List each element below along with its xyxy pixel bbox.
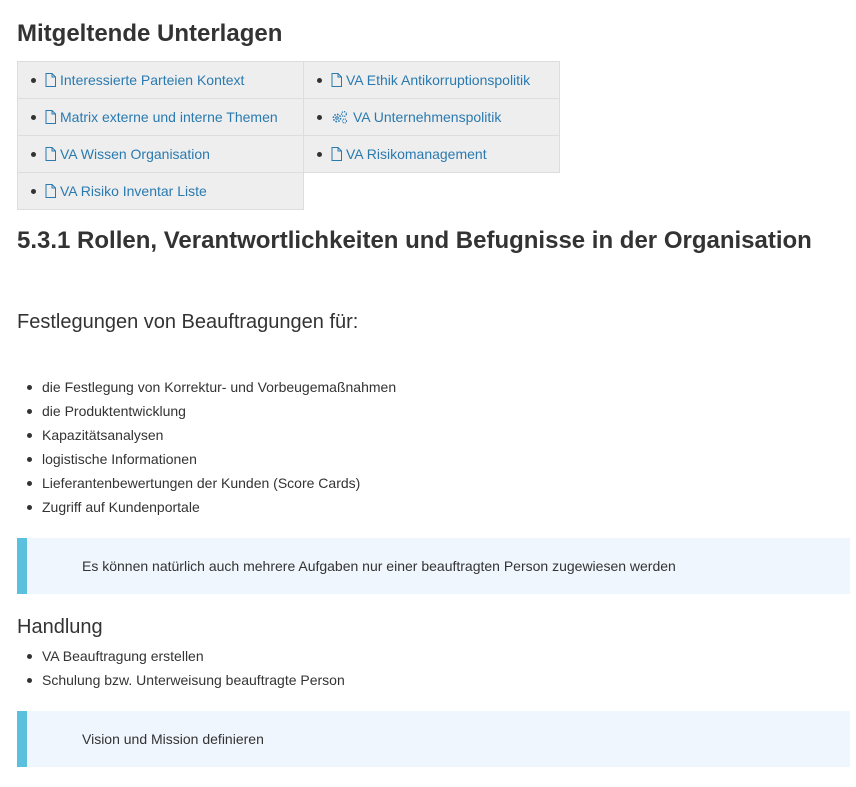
info-callout [17,711,850,767]
festlegungen-heading: Festlegungen von Beauftragungen für: [17,311,359,333]
doc-link-risikomanagement[interactable] [331,146,487,162]
bullet [31,152,36,157]
doc-cell [303,61,560,99]
cogs-icon [331,110,349,124]
bullet [317,152,322,157]
list-item: logistische Informationen [17,447,396,471]
section-heading: 5.3.1 Rollen, Verantwortlichkeiten und Befugnisse in der Organisation [17,227,812,254]
handlung-heading: Handlung [17,616,103,638]
list-item: Lieferantenbewertungen der Kunden (Score Cards) [17,471,396,495]
related-documents-grid [17,61,559,209]
doc-link-label: VA Wissen Organisation [60,146,210,162]
doc-link-label: VA Ethik Antikorruptionspolitik [346,72,531,88]
doc-link-label: VA Risiko Inventar Liste [60,183,207,199]
list-item: Zugriff auf Kundenportale [17,495,396,519]
doc-cell [17,61,304,99]
list-item: VA Beauftragung erstellen [17,644,345,668]
bullet [31,115,36,120]
handlung-list [17,644,345,692]
list-item: Kapazitätsanalysen [17,423,396,447]
doc-cell [17,98,304,136]
doc-link-ethik-antikorruption[interactable] [331,72,530,88]
beauftragungen-list [17,375,396,519]
doc-link-risiko-inventar[interactable] [45,183,207,199]
file-icon [45,73,56,87]
bullet [31,78,36,83]
file-icon [331,147,342,161]
doc-link-label: Matrix externe und interne Themen [60,109,278,125]
doc-cell [17,135,304,173]
file-icon [45,110,56,124]
list-item: die Produktentwicklung [17,399,396,423]
doc-cell [303,98,560,136]
doc-link-wissen-organisation[interactable] [45,146,210,162]
doc-link-label: VA Unternehmenspolitik [353,109,502,125]
doc-link-matrix-themen[interactable] [45,109,278,125]
bullet [317,78,322,83]
list-item: die Festlegung von Korrektur- und Vorbeugemaßnahmen [17,375,396,399]
doc-cell [303,135,560,173]
file-icon [331,73,342,87]
info-callout [17,538,850,594]
file-icon [45,184,56,198]
callout-text: Vision und Mission definieren [82,731,264,747]
bullet [31,189,36,194]
doc-cell [17,172,304,210]
doc-link-label: VA Risikomanagement [346,146,487,162]
callout-text: Es können natürlich auch mehrere Aufgaben nur einer beauftragten Person zugewiesen werden [82,558,676,574]
file-icon [45,147,56,161]
bullet [317,115,322,120]
doc-link-interessierte-parteien[interactable] [45,72,244,88]
list-item: Schulung bzw. Unterweisung beauftragte Person [17,668,345,692]
doc-link-unternehmenspolitik[interactable] [331,109,501,125]
mitgeltende-unterlagen-title: Mitgeltende Unterlagen [17,20,283,47]
doc-link-label: Interessierte Parteien Kontext [60,72,245,88]
